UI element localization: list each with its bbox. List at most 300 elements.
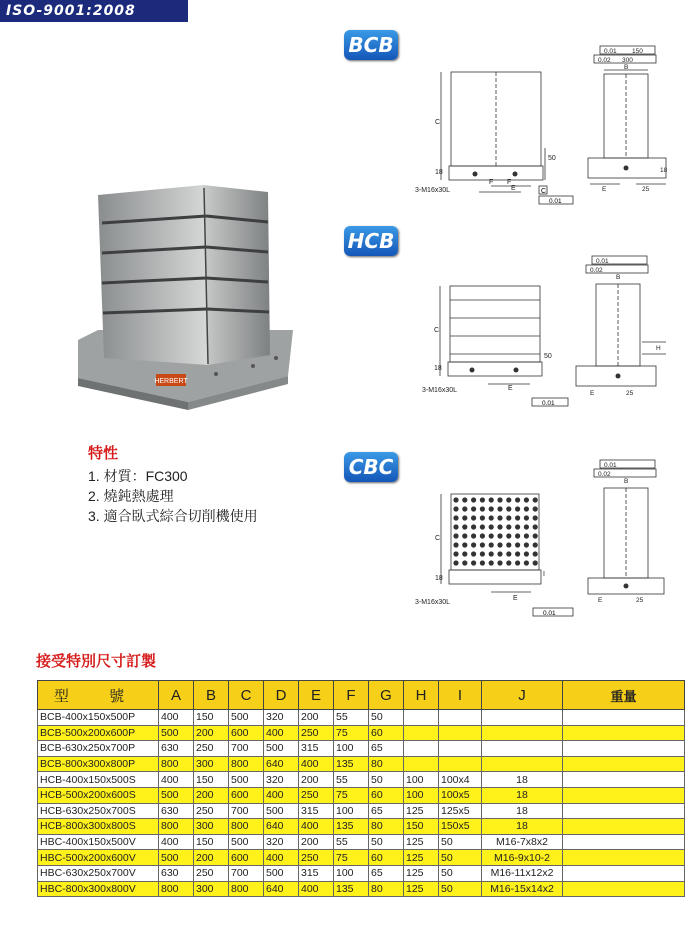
table-cell: 400	[299, 756, 334, 772]
table-cell: 500	[159, 850, 194, 866]
model-cell: HCB-800x300x800S	[38, 819, 159, 835]
hole-dot	[480, 524, 485, 529]
table-cell: 50	[369, 772, 404, 788]
table-cell: 200	[299, 772, 334, 788]
hcb-badge: HCB	[344, 226, 398, 256]
hole-dot	[524, 515, 529, 520]
hole-dot	[453, 515, 458, 520]
table-cell	[482, 756, 563, 772]
hole-dot	[515, 560, 520, 565]
hcb-dim-50: 50	[544, 353, 552, 360]
hole-dot	[515, 542, 520, 547]
table-cell: 135	[334, 756, 369, 772]
features-section	[88, 444, 258, 526]
table-cell	[563, 834, 685, 850]
table-row	[38, 865, 685, 881]
table-cell: 700	[229, 803, 264, 819]
table-cell: 600	[229, 725, 264, 741]
table-cell: 125	[404, 803, 439, 819]
hcb-side-tol1: 0.01	[596, 258, 609, 265]
table-cell	[563, 819, 685, 835]
table-cell: 200	[299, 710, 334, 726]
table-cell: 500	[229, 772, 264, 788]
side-dim-25: 25	[642, 186, 650, 193]
table-header-row	[38, 681, 685, 710]
table-cell: 125	[404, 850, 439, 866]
model-cell: HCB-500x200x600S	[38, 787, 159, 803]
table-cell	[563, 710, 685, 726]
table-cell: 800	[159, 756, 194, 772]
hole-dot	[462, 506, 467, 511]
table-cell: 60	[369, 850, 404, 866]
cbc-side-tol2: 0.02	[598, 471, 611, 478]
hole-dot	[480, 560, 485, 565]
table-cell: 55	[334, 834, 369, 850]
table-cell: 75	[334, 850, 369, 866]
table-cell: 150	[404, 819, 439, 835]
hole-dot	[453, 542, 458, 547]
hole-dot	[462, 542, 467, 547]
hole-dot	[480, 497, 485, 502]
hole-dot	[480, 551, 485, 556]
table-cell: 65	[369, 865, 404, 881]
hole-dot	[497, 542, 502, 547]
table-cell: 500	[229, 710, 264, 726]
hole-dot	[453, 551, 458, 556]
hole-dot	[506, 533, 511, 538]
hole-dot	[524, 542, 529, 547]
table-row	[38, 787, 685, 803]
hole-dot	[480, 542, 485, 547]
table-cell: 400	[159, 772, 194, 788]
hole-dot	[489, 497, 494, 502]
table-cell: 700	[229, 741, 264, 757]
table-cell: 55	[334, 710, 369, 726]
hcb-side-drawing	[572, 254, 672, 399]
table-cell: 100	[334, 803, 369, 819]
table-cell	[563, 725, 685, 741]
side-tol2: 0.02	[598, 57, 611, 64]
thread-label: 3-M16x30L	[415, 187, 451, 194]
hole-dot	[533, 542, 538, 547]
table-cell	[563, 787, 685, 803]
hole-dot	[453, 497, 458, 502]
table-cell: 65	[369, 741, 404, 757]
hole-dot	[524, 524, 529, 529]
datum-c: C	[541, 188, 547, 195]
model-cell: HCB-400x150x500S	[38, 772, 159, 788]
table-cell: 150x5	[439, 819, 482, 835]
feature-item-2: 2. 燒鈍熱處理	[88, 488, 174, 504]
hole-dot	[453, 524, 458, 529]
table-cell	[482, 741, 563, 757]
table-cell	[563, 741, 685, 757]
table-cell: 75	[334, 787, 369, 803]
table-cell: 600	[229, 850, 264, 866]
table-cell: 125x5	[439, 803, 482, 819]
hole-dot	[489, 560, 494, 565]
feature-item-1: 1. 材質：FC300	[88, 468, 188, 484]
side-tol2b: 300	[622, 57, 633, 64]
hcb-dim-e: E	[508, 385, 513, 392]
col-f: F	[334, 681, 369, 710]
model-cell: BCB-630x250x700P	[38, 741, 159, 757]
hole-dot	[497, 515, 502, 520]
table-row	[38, 741, 685, 757]
table-cell: 250	[194, 803, 229, 819]
hole-dot	[524, 533, 529, 538]
hole-dot	[471, 524, 476, 529]
hole-dot	[533, 551, 538, 556]
table-row	[38, 819, 685, 835]
table-cell: 640	[264, 881, 299, 897]
cbc-side-drawing	[580, 458, 670, 603]
table-cell: 50	[439, 834, 482, 850]
table-cell: 150	[194, 834, 229, 850]
table-cell: 50	[439, 865, 482, 881]
table-cell: 400	[264, 850, 299, 866]
cbc-side-25: 25	[636, 597, 644, 603]
col-e: E	[299, 681, 334, 710]
hole-dot	[480, 515, 485, 520]
table-cell: 100	[334, 741, 369, 757]
table-cell: 320	[264, 834, 299, 850]
table-cell: 800	[159, 881, 194, 897]
table-cell: 100	[404, 772, 439, 788]
hole-dot	[515, 506, 520, 511]
hole-dot	[453, 533, 458, 538]
side-tol1b: 150	[632, 48, 643, 55]
hole-dot	[462, 515, 467, 520]
hole-dot	[497, 560, 502, 565]
table-cell: 315	[299, 865, 334, 881]
hole-dot	[524, 506, 529, 511]
col-c: C	[229, 681, 264, 710]
hole-dot	[533, 524, 538, 529]
cbc-thread: 3-M16x30L	[415, 599, 451, 606]
col-g: G	[369, 681, 404, 710]
side-tol1: 0.01	[604, 48, 617, 55]
hole-dot	[515, 497, 520, 502]
table-cell	[563, 881, 685, 897]
table-cell: 800	[159, 819, 194, 835]
table-cell: M16-15x14x2	[482, 881, 563, 897]
hole-dot	[471, 560, 476, 565]
hole-dot	[506, 560, 511, 565]
table-cell: 150	[194, 710, 229, 726]
hcb-side-e: E	[590, 390, 595, 397]
hcb-dim-c: C	[434, 327, 440, 334]
table-cell: 500	[159, 725, 194, 741]
table-cell: 55	[334, 772, 369, 788]
table-cell: 250	[299, 725, 334, 741]
cbc-front-drawing	[415, 490, 575, 625]
hole-dot	[489, 542, 494, 547]
table-cell: 60	[369, 787, 404, 803]
bcb-side-drawing	[580, 44, 670, 204]
hole-dot	[533, 506, 538, 511]
table-cell: 200	[194, 787, 229, 803]
col-model: 型 號	[38, 681, 159, 710]
table-cell: 800	[229, 881, 264, 897]
model-cell: HBC-400x150x500V	[38, 834, 159, 850]
hole-dot	[471, 515, 476, 520]
hole-dot	[489, 524, 494, 529]
model-cell: BCB-400x150x500P	[38, 710, 159, 726]
hcb-dim-18: 18	[434, 365, 442, 372]
hole-dot	[497, 497, 502, 502]
table-cell	[563, 850, 685, 866]
table-cell: 500	[264, 803, 299, 819]
table-cell	[563, 803, 685, 819]
cbc-dim-c: C	[435, 535, 441, 542]
table-cell: 300	[194, 756, 229, 772]
side-dim-e: E	[602, 186, 607, 193]
table-cell: M16-11x12x2	[482, 865, 563, 881]
model-cell: BCB-500x200x600P	[38, 725, 159, 741]
iso-banner: ISO-9001:2008	[0, 0, 188, 22]
hole-dot	[506, 542, 511, 547]
dim-f1: F	[489, 179, 494, 186]
dim-c: C	[435, 119, 441, 126]
hole-dot	[506, 506, 511, 511]
table-cell: 800	[229, 756, 264, 772]
table-cell: 200	[194, 850, 229, 866]
hole-dot	[506, 497, 511, 502]
table-cell: 100x4	[439, 772, 482, 788]
hole-dot	[489, 533, 494, 538]
table-row	[38, 756, 685, 772]
col-j: J	[482, 681, 563, 710]
hole-dot	[462, 524, 467, 529]
hcb-side-tol2: 0.02	[590, 267, 603, 274]
table-row	[38, 834, 685, 850]
hcb-side-h: H	[656, 345, 661, 352]
table-cell: 200	[194, 725, 229, 741]
hcb-side-25: 25	[626, 390, 634, 397]
hole-dot	[506, 551, 511, 556]
table-cell: M16-9x10-2	[482, 850, 563, 866]
hole-dot	[515, 533, 520, 538]
hole-dot	[489, 551, 494, 556]
hcb-side-b: B	[616, 274, 621, 281]
table-cell: 125	[404, 834, 439, 850]
hole-dot	[533, 533, 538, 538]
table-cell: 18	[482, 772, 563, 788]
table-cell	[404, 725, 439, 741]
table-cell: 135	[334, 881, 369, 897]
hole-dot	[480, 533, 485, 538]
table-cell: 75	[334, 725, 369, 741]
table-cell	[439, 741, 482, 757]
model-cell: HBC-500x200x600V	[38, 850, 159, 866]
table-row	[38, 881, 685, 897]
table-row	[38, 710, 685, 726]
hole-dot	[489, 506, 494, 511]
table-cell: 18	[482, 819, 563, 835]
table-cell: 250	[194, 741, 229, 757]
model-cell: HBC-630x250x700V	[38, 865, 159, 881]
feature-item-3: 3. 適合臥式綜合切削機使用	[88, 508, 258, 524]
table-cell: 320	[264, 772, 299, 788]
table-cell: 50	[439, 850, 482, 866]
col-a: A	[159, 681, 194, 710]
cbc-dim-18: 18	[435, 575, 443, 582]
model-cell: HCB-630x250x700S	[38, 803, 159, 819]
table-cell: 50	[369, 834, 404, 850]
table-cell: 500	[159, 787, 194, 803]
bcb-front-drawing	[415, 68, 575, 208]
spec-table	[37, 680, 685, 897]
hole-dot	[462, 560, 467, 565]
table-cell	[404, 710, 439, 726]
table-cell	[563, 756, 685, 772]
table-cell	[404, 756, 439, 772]
tol-bottom: 0.01	[549, 198, 562, 205]
col-weight: 重量	[563, 681, 685, 710]
table-cell	[563, 772, 685, 788]
table-cell: 80	[369, 756, 404, 772]
table-cell: 800	[229, 819, 264, 835]
hole-dot	[471, 551, 476, 556]
table-cell: 300	[194, 819, 229, 835]
table-row	[38, 850, 685, 866]
table-row	[38, 803, 685, 819]
cbc-side-b: B	[624, 478, 629, 485]
cbc-dim-i: I	[543, 571, 545, 578]
model-cell: HBC-800x300x800V	[38, 881, 159, 897]
table-cell: 600	[229, 787, 264, 803]
table-cell: 700	[229, 865, 264, 881]
hole-dot	[506, 524, 511, 529]
table-cell: 100x5	[439, 787, 482, 803]
table-cell	[482, 725, 563, 741]
table-cell: 400	[159, 834, 194, 850]
table-cell: 630	[159, 865, 194, 881]
table-cell: 50	[369, 710, 404, 726]
table-cell: 50	[439, 881, 482, 897]
hole-dot	[489, 515, 494, 520]
dim-f2: F	[507, 179, 512, 186]
table-cell: 315	[299, 741, 334, 757]
table-cell: 630	[159, 741, 194, 757]
table-cell: 80	[369, 819, 404, 835]
table-cell: 300	[194, 881, 229, 897]
dim-50: 50	[548, 155, 556, 162]
hole-dot	[506, 515, 511, 520]
hole-dot	[533, 515, 538, 520]
product-photo	[78, 180, 293, 410]
table-cell: 250	[299, 787, 334, 803]
hole-dot	[515, 524, 520, 529]
table-cell: 400	[159, 710, 194, 726]
table-cell: 500	[264, 741, 299, 757]
hcb-thread: 3-M16x30L	[422, 387, 458, 394]
hole-dot	[533, 560, 538, 565]
dim-e: E	[511, 185, 516, 192]
cbc-tol: 0.01	[543, 610, 556, 617]
hole-dot	[462, 533, 467, 538]
table-cell	[439, 725, 482, 741]
table-cell	[404, 741, 439, 757]
table-cell: 400	[299, 819, 334, 835]
hole-dot	[480, 506, 485, 511]
table-cell	[439, 756, 482, 772]
hole-dot	[524, 551, 529, 556]
model-cell: BCB-800x300x800P	[38, 756, 159, 772]
cbc-side-e: E	[598, 597, 603, 603]
col-b: B	[194, 681, 229, 710]
hole-dot	[462, 497, 467, 502]
hole-dot	[497, 551, 502, 556]
table-cell: 100	[404, 787, 439, 803]
hcb-front-drawing	[420, 282, 570, 422]
table-cell	[563, 865, 685, 881]
table-cell: 18	[482, 803, 563, 819]
table-cell: 125	[404, 865, 439, 881]
table-cell: 640	[264, 819, 299, 835]
cbc-badge: CBC	[344, 452, 398, 482]
table-cell: 320	[264, 710, 299, 726]
hole-dot	[471, 506, 476, 511]
custom-size-title: 接受特別尺寸訂製	[36, 653, 157, 670]
table-cell: 150	[194, 772, 229, 788]
features-title: 特性	[88, 445, 119, 462]
table-cell: 135	[334, 819, 369, 835]
table-cell: 60	[369, 725, 404, 741]
table-cell: 200	[299, 834, 334, 850]
dim-18: 18	[435, 169, 443, 176]
hole-dot	[497, 524, 502, 529]
table-cell: 640	[264, 756, 299, 772]
hole-dot	[524, 497, 529, 502]
hole-dot	[471, 497, 476, 502]
hole-dot	[471, 533, 476, 538]
brand-label: HERBERT	[154, 378, 188, 385]
hcb-tol: 0.01	[542, 400, 555, 407]
table-cell: 400	[264, 787, 299, 803]
table-cell	[439, 710, 482, 726]
table-cell: 125	[404, 881, 439, 897]
hole-dot	[471, 542, 476, 547]
table-row	[38, 772, 685, 788]
col-i: I	[439, 681, 482, 710]
hole-dot	[453, 506, 458, 511]
hole-dot	[462, 551, 467, 556]
col-h: H	[404, 681, 439, 710]
table-cell: 18	[482, 787, 563, 803]
hole-dot	[453, 560, 458, 565]
hole-dot	[533, 497, 538, 502]
hole-dot	[515, 515, 520, 520]
hole-dot	[515, 551, 520, 556]
side-dim-b: B	[624, 64, 629, 71]
side-dim-18: 18	[660, 167, 668, 174]
table-cell: 400	[299, 881, 334, 897]
table-cell: 80	[369, 881, 404, 897]
table-cell: 100	[334, 865, 369, 881]
col-d: D	[264, 681, 299, 710]
hole-dot	[524, 560, 529, 565]
table-cell: 500	[264, 865, 299, 881]
table-cell: 500	[229, 834, 264, 850]
table-cell: 250	[194, 865, 229, 881]
table-cell	[482, 710, 563, 726]
cbc-dim-e: E	[513, 595, 518, 602]
bcb-badge: BCB	[344, 30, 398, 60]
table-cell: 65	[369, 803, 404, 819]
hole-dot	[497, 533, 502, 538]
